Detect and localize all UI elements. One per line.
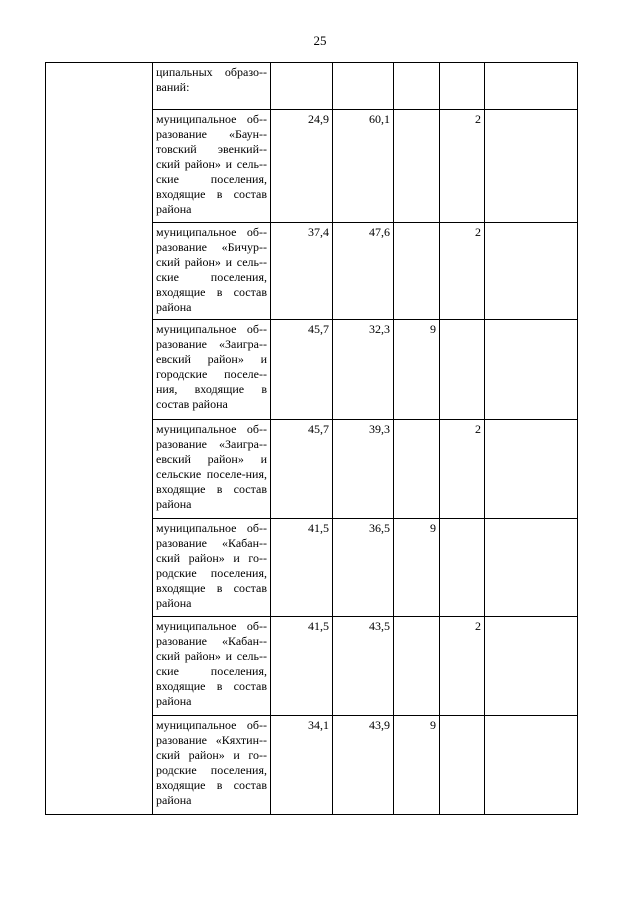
table-cell-value-3 [394,617,440,716]
table-cell-value-2: 32,3 [333,320,394,420]
table-cell-value-4 [440,716,485,815]
table-cell-value-1 [271,63,333,110]
table-cell-value-5 [485,617,578,716]
table-cell-value-1: 37,4 [271,223,333,320]
table-cell-description: муниципальное об-разование «Кабан-ский район» и го-родские поселения, входящие в состав района [153,519,271,617]
table-cell-value-4 [440,519,485,617]
table-cell-value-3 [394,420,440,519]
table-cell-description: муниципальное об-разование «Заигра-евский район» и сельские поселе-ния, входящие в состав района [153,420,271,519]
table-cell-value-4: 2 [440,420,485,519]
table-cell-value-1: 41,5 [271,617,333,716]
table-cell-value-1: 41,5 [271,519,333,617]
table-cell-description: муниципальное об-разование «Заигра-евский район» и городские поселе-ния, входящие в состав района [153,320,271,420]
table-cell-value-3 [394,63,440,110]
table-cell-value-5 [485,223,578,320]
table-cell-value-3: 9 [394,519,440,617]
table-cell-value-2: 39,3 [333,420,394,519]
table-cell-value-5 [485,420,578,519]
table-cell-value-5 [485,320,578,420]
table-cell-value-5 [485,110,578,223]
table-cell-value-3 [394,110,440,223]
table-cell-value-4 [440,320,485,420]
table-cell-value-3 [394,223,440,320]
table-cell-value-2: 36,5 [333,519,394,617]
table-cell-value-5 [485,716,578,815]
table-cell-value-2: 43,5 [333,617,394,716]
table-cell-value-4 [440,63,485,110]
table-row [46,63,578,110]
table-cell-value-4: 2 [440,617,485,716]
table-cell-value-5 [485,63,578,110]
table-cell-description: муниципальное об-разование «Баун-товский эвенкий-ский район» и сель-ские поселения, входящие в состав района [153,110,271,223]
table-cell-value-1: 45,7 [271,420,333,519]
table-cell-value-5 [485,519,578,617]
table-cell-description: муниципальное об-разование «Бичур-ский район» и сель-ские поселения, входящие в состав района [153,223,271,320]
table-cell-value-2 [333,63,394,110]
table-cell-value-3: 9 [394,716,440,815]
table-cell-value-1: 34,1 [271,716,333,815]
table-cell-value-2: 60,1 [333,110,394,223]
table-cell-value-2: 43,9 [333,716,394,815]
table-cell-value-3: 9 [394,320,440,420]
table-cell-value-1: 45,7 [271,320,333,420]
table-cell-description: муниципальное об-разование «Кяхтин-ский район» и го-родские поселения, входящие в состав района [153,716,271,815]
table-cell-value-4: 2 [440,110,485,223]
data-table [45,62,578,815]
table-cell-value-2: 47,6 [333,223,394,320]
table-cell-description: ципальных образо-ваний: [153,63,271,110]
table-cell-description: муниципальное об-разование «Кабан-ский район» и сель-ские поселения, входящие в состав района [153,617,271,716]
table-cell-first-column [46,63,153,815]
table-cell-value-4: 2 [440,223,485,320]
page-number: 25 [313,33,327,48]
table-cell-value-1: 24,9 [271,110,333,223]
